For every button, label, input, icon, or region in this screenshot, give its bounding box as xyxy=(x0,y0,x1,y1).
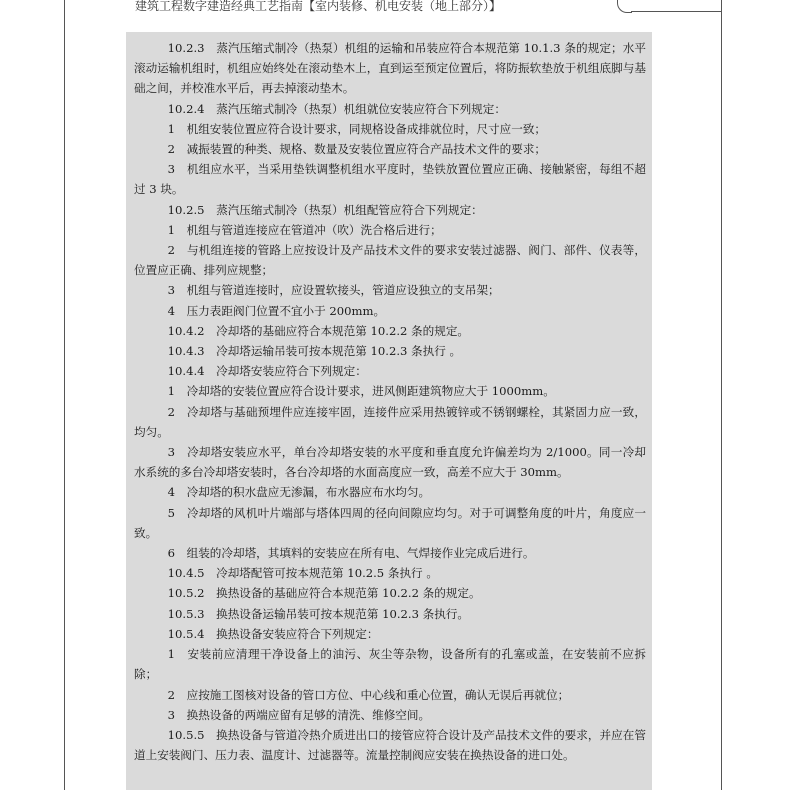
list-item: 6 组装的冷却塔，其填料的安装应在所有电、气焊接作业完成后进行。 xyxy=(167,546,535,561)
paragraph-10-4-5: 10.4.5 冷却塔配管可按本规范第 10.2.5 条执行 。 xyxy=(167,566,438,581)
list-item: 3 冷却塔安装应水平，单台冷却塔安装的水平度和垂直度允许偏差均为 2/1000。同一冷却水系统的多台冷却塔安装时，各台冷却塔的水面高度应一致，高差不应大于 30mm。 xyxy=(134,445,646,480)
paragraph-10-4-2: 10.4.2 冷却塔的基础应符合本规范第 10.2.2 条的规定。 xyxy=(167,323,470,338)
list-item: 4 冷却塔的积水盘应无渗漏，布水器应布水均匀。 xyxy=(167,485,431,500)
header-rule xyxy=(631,11,721,12)
list-item: 3 机组应水平，当采用垫铁调整机组水平度时，垫铁放置位置应正确、接触紧密，每组不超过 3 块。 xyxy=(134,162,646,197)
list-item: 1 冷却塔的安装位置应符合设计要求，进风侧距建筑物应大于 1000mm。 xyxy=(167,384,555,399)
paragraph-10-4-4: 10.4.4 冷却塔安装应符合下列规定： xyxy=(167,364,367,379)
running-header: 建筑工程数字建造经典工艺指南【室内装修、机电安装（地上部分）】 xyxy=(135,0,502,13)
paragraph-10-5-3: 10.5.3 换热设备运输吊装可按本规范第 10.2.3 条执行。 xyxy=(167,606,470,621)
paragraph-10-5-5: 10.5.5 换热设备与管道冷热介质进出口的接管应符合设计及产品技术文件的要求，并应在管道上安装阀门、压力表、温度计、过滤器等。流量控制阀应安装在换热设备的进口处。 xyxy=(134,727,646,763)
list-item: 2 与机组连接的管路上应按设计及产品技术文件的要求安装过滤器、阀门、部件、仪表等，位置应正确、排列应规整； xyxy=(134,243,646,278)
shaded-text-panel xyxy=(126,32,652,790)
paragraph-10-2-3: 10.2.3 蒸汽压缩式制冷（热泵）机组的运输和吊装应符合本规范第 10.1.3 条的规定；水平滚动运输机组时，机组应始终处在滚动垫木上，直到运至预定位置后，将防振软垫放于机组底脚与基础之间，并校准水平后，再去掉滚动垫木。 xyxy=(134,41,646,96)
list-item: 2 冷却塔与基础预埋件应连接牢固，连接件应采用热镀锌或不锈钢螺栓，其紧固力应一致，均匀。 xyxy=(134,404,646,439)
paragraph-10-2-4: 10.2.4 蒸汽压缩式制冷（热泵）机组就位安装应符合下列规定： xyxy=(167,101,506,116)
paragraph-10-2-5: 10.2.5 蒸汽压缩式制冷（热泵）机组配管应符合下列规定： xyxy=(167,202,483,217)
list-item: 5 冷却塔的风机叶片端部与塔体四周的径向间隙应均匀。对于可调整角度的叶片，角度应一致。 xyxy=(134,505,646,540)
paragraph-10-4-3: 10.4.3 冷却塔运输吊装可按本规范第 10.2.3 条执行 。 xyxy=(167,344,462,359)
list-item: 4 压力表距阀门位置不宜小于 200mm。 xyxy=(167,303,386,318)
list-item: 3 换热设备的两端应留有足够的清洗、维修空间。 xyxy=(167,707,431,722)
paragraph-10-5-2: 10.5.2 换热设备的基础应符合本规范第 10.2.2 条的规定。 xyxy=(167,586,481,601)
body-text xyxy=(126,32,652,765)
list-item: 1 机组安装位置应符合设计要求，同规格设备成排就位时，尺寸应一致； xyxy=(167,121,547,136)
paragraph-10-5-4: 10.5.4 换热设备安装应符合下列规定： xyxy=(167,626,379,641)
list-item: 2 应按施工图核对设备的管口方位、中心线和重心位置，确认无误后再就位； xyxy=(167,687,570,702)
list-item: 1 安装前应清理干净设备上的油污、灰尘等杂物，设备所有的孔塞或盖，在安装前不应拆除； xyxy=(134,647,646,682)
list-item: 3 机组与管道连接时，应设置软接头，管道应设独立的支吊架； xyxy=(167,283,500,298)
list-item: 2 减振装置的种类、规格、数量及安装位置应符合产品技术文件的要求； xyxy=(167,142,547,157)
list-item: 1 机组与管道连接应在管道冲（吹）洗合格后进行； xyxy=(167,222,442,237)
